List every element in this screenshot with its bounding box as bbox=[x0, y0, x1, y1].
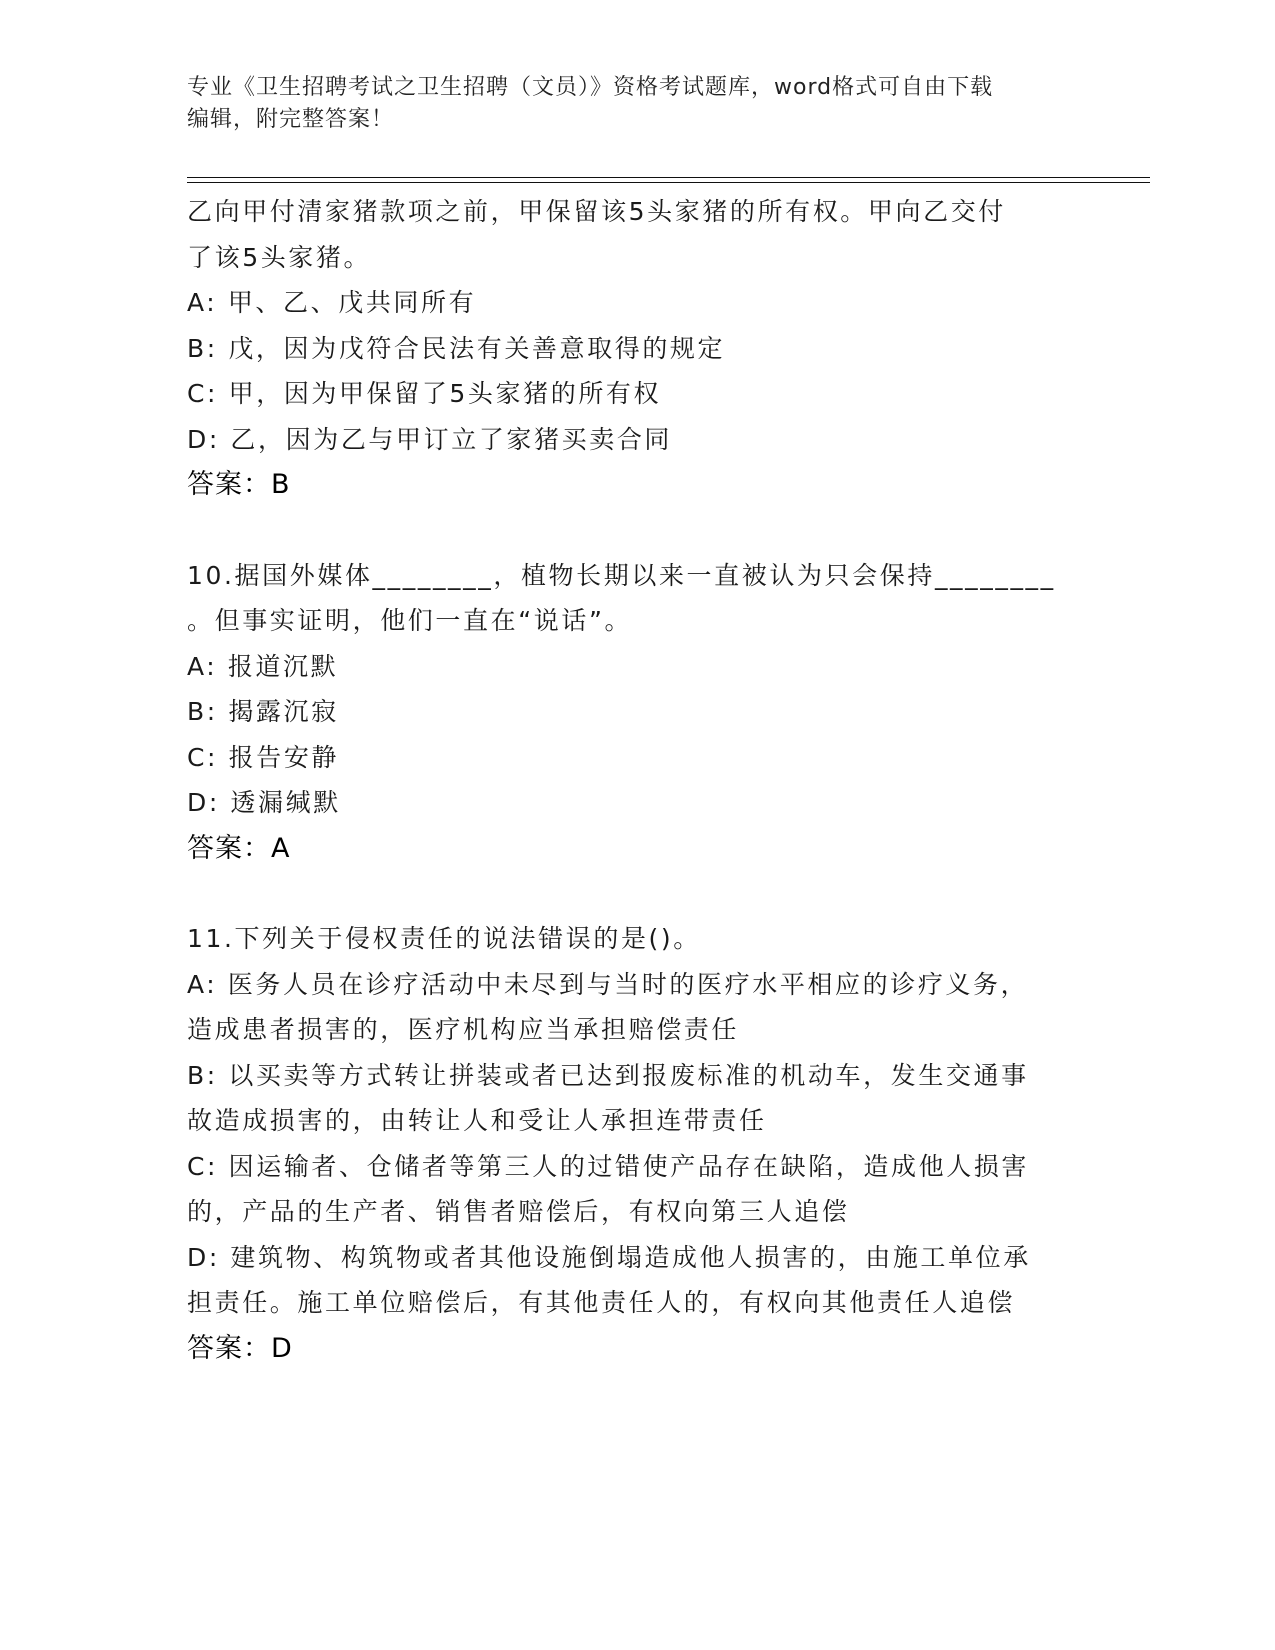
question-stem-line: 了该5头家猪。 bbox=[187, 242, 372, 272]
option-a: A: 甲、乙、戊共同所有 bbox=[187, 288, 477, 317]
question-stem-line: 11.下列关于侵权责任的说法错误的是()。 bbox=[187, 924, 701, 953]
option-d: D: 乙，因为乙与甲订立了家猪买卖合同 bbox=[187, 424, 673, 454]
option-b: B: 揭露沉寂 bbox=[187, 697, 339, 726]
option-d-line-2: 担责任。施工单位赔偿后，有其他责任人的，有权向其他责任人追偿 bbox=[187, 1288, 1016, 1317]
answer-label: 答案：D bbox=[187, 1332, 293, 1364]
option-b-line-1: B: 以买卖等方式转让拼装或者已达到报废标准的机动车，发生交通事 bbox=[187, 1060, 1029, 1090]
header-divider-top bbox=[187, 177, 1150, 178]
option-d-line-1: D: 建筑物、构筑物或者其他设施倒塌造成他人损害的，由施工单位承 bbox=[187, 1242, 1031, 1272]
question-11 bbox=[187, 916, 1067, 1371]
question-stem-line: 乙向甲付清家猪款项之前，甲保留该5头家猪的所有权。甲向乙交付 bbox=[187, 197, 1006, 226]
option-c-line-1: C: 因运输者、仓储者等第三人的过错使产品存在缺陷，造成他人损害 bbox=[187, 1151, 1030, 1181]
spacer bbox=[187, 871, 1067, 916]
question-stem-line: 。但事实证明，他们一直在“说话”。 bbox=[187, 606, 633, 635]
option-c-line-2: 的，产品的生产者、销售者赔偿后，有权向第三人追偿 bbox=[187, 1197, 850, 1226]
header-divider-bottom bbox=[187, 182, 1150, 183]
spacer bbox=[187, 508, 1067, 553]
question-9 bbox=[187, 189, 1067, 508]
option-b: B: 戊，因为戊符合民法有关善意取得的规定 bbox=[187, 333, 726, 363]
document-header bbox=[187, 72, 1067, 136]
answer-label: 答案：A bbox=[187, 832, 291, 864]
option-a-line-1: A: 医务人员在诊疗活动中未尽到与当时的医疗水平相应的诊疗义务， bbox=[187, 969, 1029, 999]
option-c: C: 报告安静 bbox=[187, 742, 340, 772]
answer-label: 答案：B bbox=[187, 469, 291, 500]
question-content bbox=[187, 189, 1067, 1371]
header-line-1: 专业《卫生招聘考试之卫生招聘（文员）》资格考试题库，word格式可自由下载 bbox=[187, 75, 994, 100]
option-c: C: 甲，因为甲保留了5头家猪的所有权 bbox=[187, 379, 662, 408]
header-line-2: 编辑，附完整答案！ bbox=[187, 107, 395, 132]
option-b-line-2: 故造成损害的，由转让人和受让人承担连带责任 bbox=[187, 1106, 767, 1135]
option-a-line-2: 造成患者损害的，医疗机构应当承担赔偿责任 bbox=[187, 1015, 740, 1044]
question-stem-line: 10.据国外媒体________，植物长期以来一直被认为只会保持________ bbox=[187, 560, 1056, 590]
question-10 bbox=[187, 553, 1067, 872]
option-d: D: 透漏缄默 bbox=[187, 788, 341, 817]
option-a: A: 报道沉默 bbox=[187, 651, 339, 681]
